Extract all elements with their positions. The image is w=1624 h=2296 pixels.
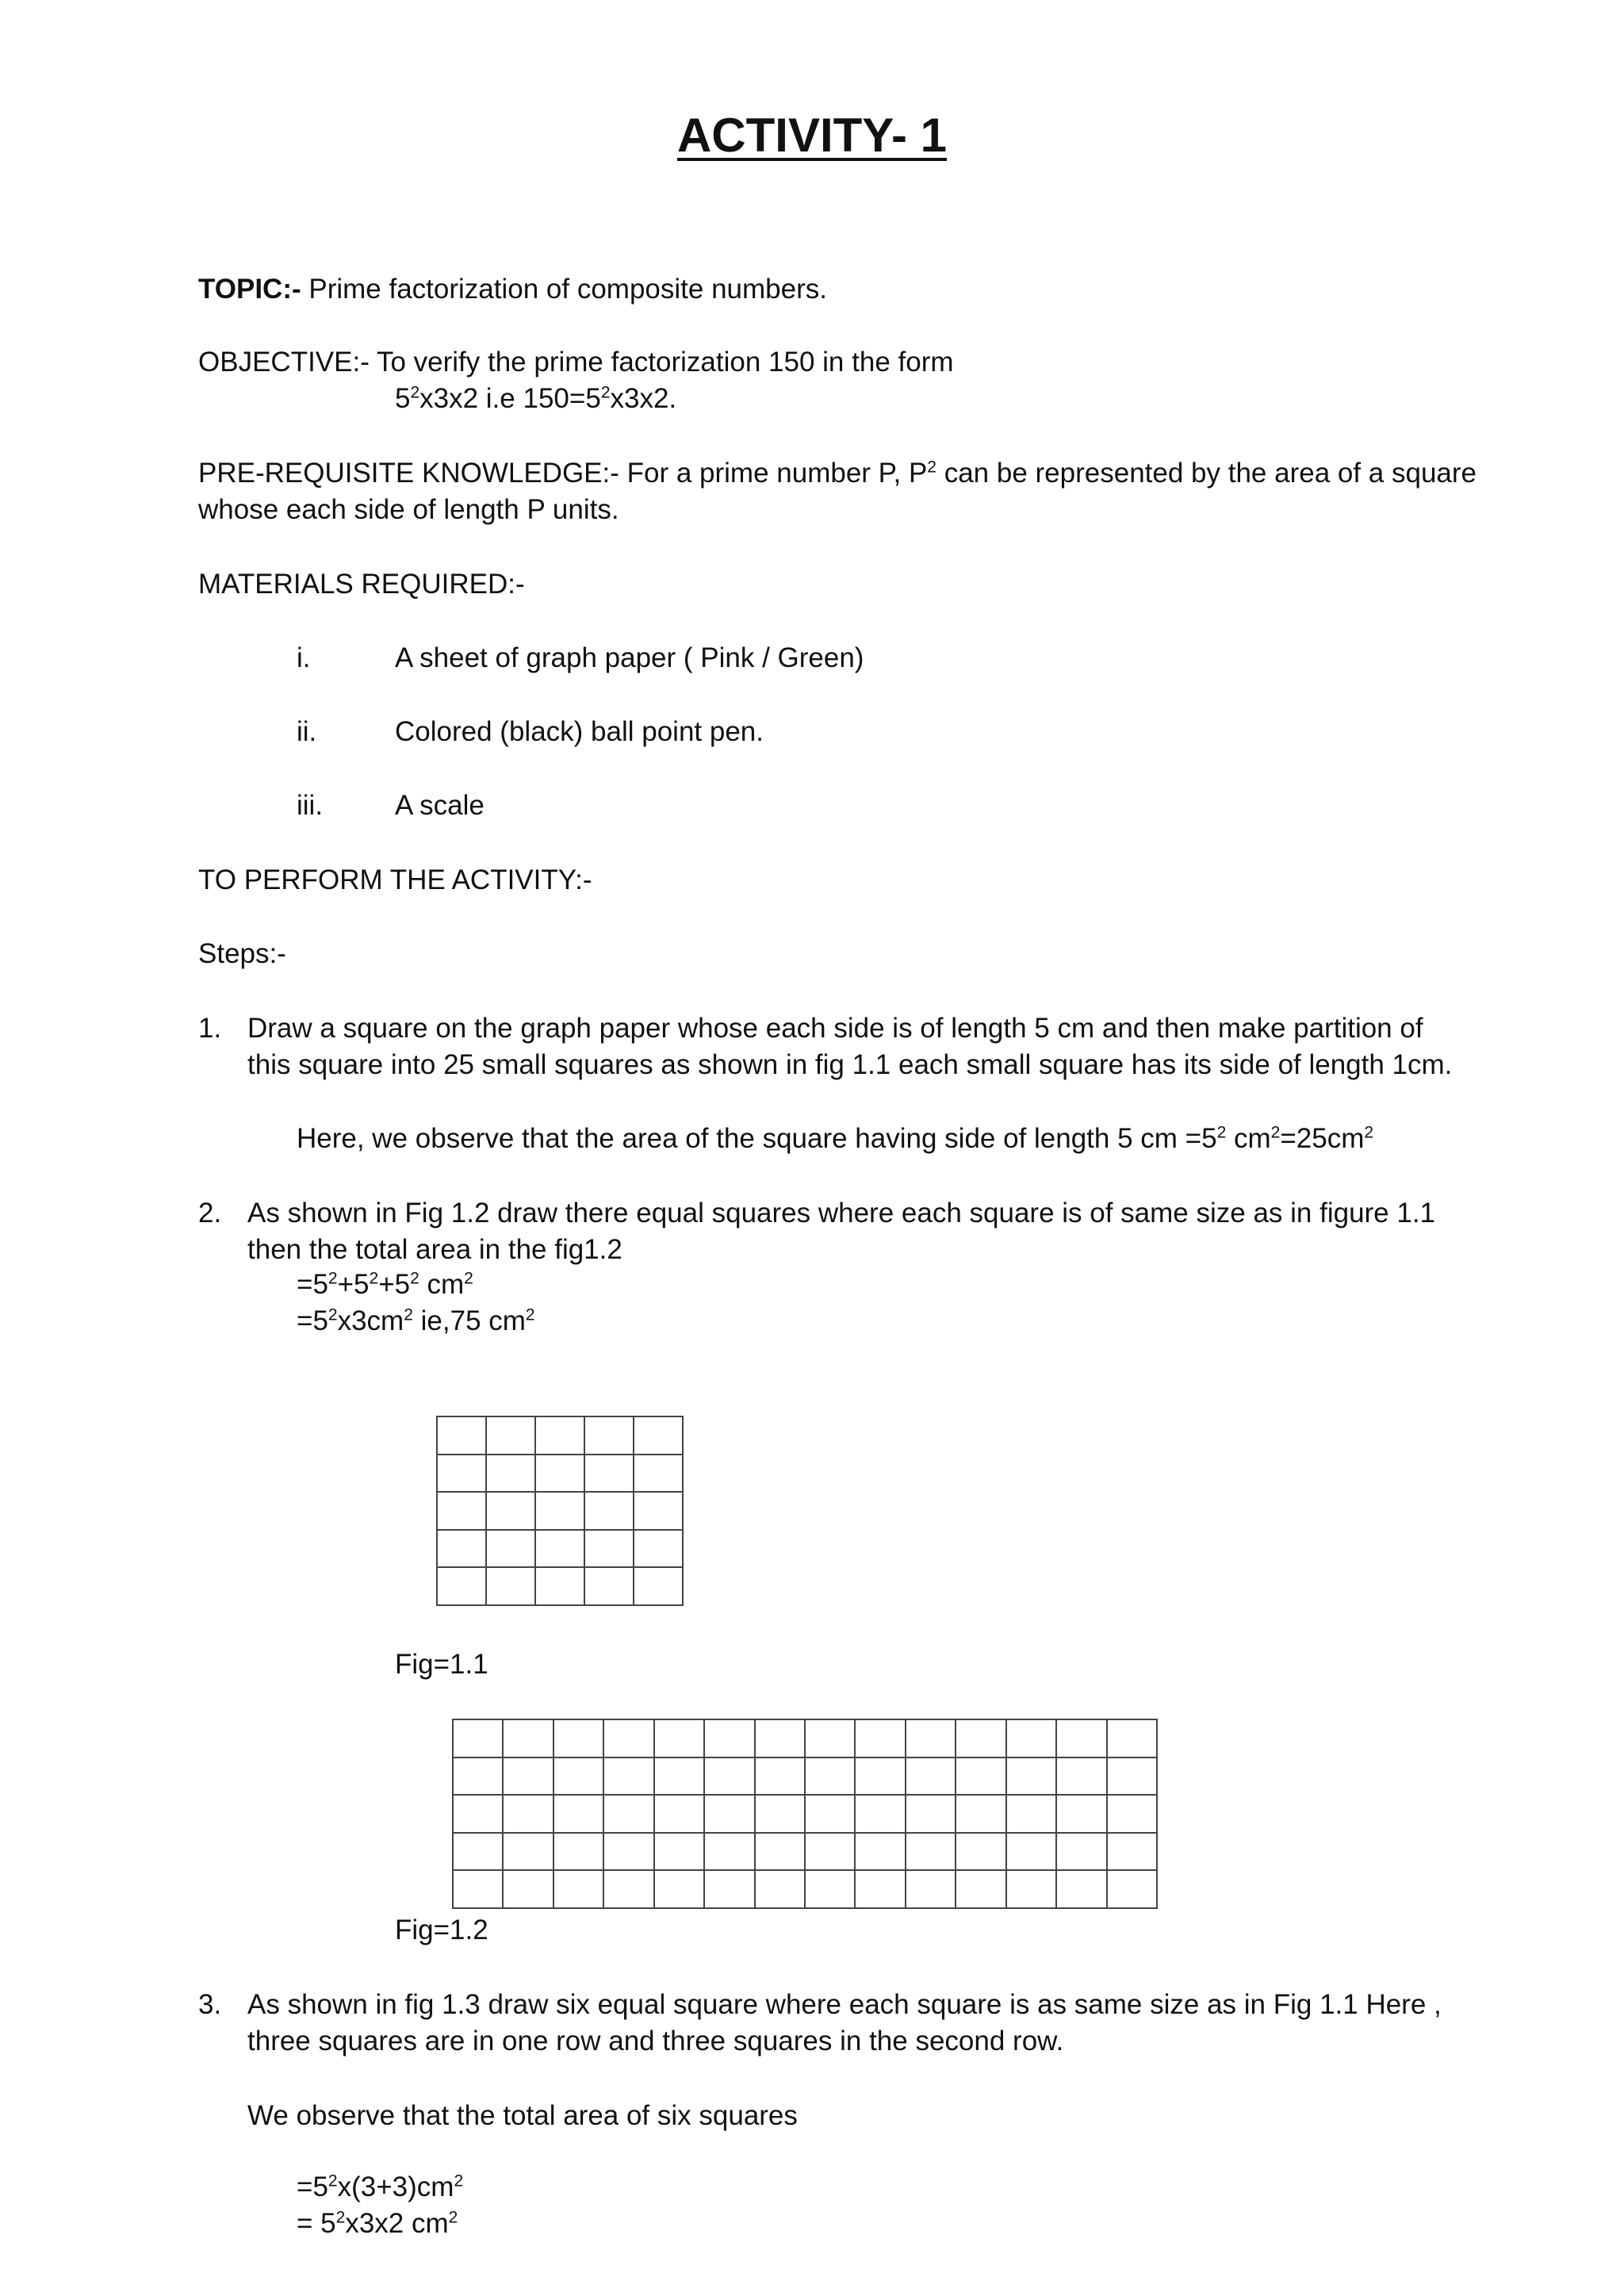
grid-cell [906, 1870, 956, 1908]
grid-cell [553, 1833, 603, 1871]
figure-1-2-grid [452, 1719, 1158, 1909]
page-title: ACTIVITY- 1 [676, 109, 948, 162]
prereq-line2: whose each side of length P units. [198, 494, 619, 525]
obs-text: Here, we observe that the area of the square having side of length 5 cm =5 [297, 1123, 1217, 1154]
grid-cell [704, 1719, 754, 1757]
grid-cell [906, 1719, 956, 1757]
grid-cell [486, 1567, 535, 1605]
grid-cell [603, 1719, 653, 1757]
superscript: 2 [454, 2171, 464, 2191]
grid-cell [805, 1795, 855, 1833]
grid-cell [755, 1757, 805, 1796]
eq-text: = 5 [297, 2208, 336, 2239]
grid-cell [437, 1530, 486, 1568]
eq-text: cm [427, 1269, 465, 1300]
grid-cell [704, 1870, 754, 1908]
steps-heading: Steps:- [198, 938, 286, 969]
grid-cell [503, 1757, 553, 1796]
grid-cell [805, 1870, 855, 1908]
grid-cell [453, 1757, 503, 1796]
objective-line2 [395, 381, 676, 417]
eq-text: +5 [378, 1269, 411, 1300]
grid-cell [805, 1719, 855, 1757]
eq-text: +5 [337, 1269, 370, 1300]
eq-text: ie,75 cm [420, 1305, 526, 1336]
step-number: 2. [198, 1198, 222, 1228]
superscript: 2 [410, 1269, 419, 1288]
eq-text: x(3+3)cm [337, 2171, 454, 2202]
grid-cell [654, 1833, 704, 1871]
grid-cell [1006, 1719, 1056, 1757]
step3-line1: As shown in fig 1.3 draw six equal square where each square is as same size as in Fig 1.1 Here , [247, 1989, 1442, 2020]
material-num: ii. [297, 716, 317, 747]
grid-cell [584, 1416, 634, 1455]
topic-label: TOPIC:- [198, 274, 301, 305]
grid-cell [956, 1757, 1005, 1796]
grid-cell [1056, 1795, 1106, 1833]
grid-cell [755, 1833, 805, 1871]
grid-cell [584, 1492, 634, 1530]
objective-text: x3x2. [610, 383, 677, 414]
grid-cell [956, 1795, 1005, 1833]
grid-cell [654, 1795, 704, 1833]
grid-cell [805, 1757, 855, 1796]
grid-cell [704, 1833, 754, 1871]
grid-cell [956, 1719, 1005, 1757]
grid-cell [1056, 1719, 1106, 1757]
grid-cell [603, 1757, 653, 1796]
superscript: 2 [327, 2171, 338, 2191]
perform-heading: TO PERFORM THE ACTIVITY:- [198, 864, 592, 895]
superscript: 2 [410, 383, 420, 402]
grid-cell [1006, 1795, 1056, 1833]
grid-cell [654, 1757, 704, 1796]
superscript: 2 [327, 1305, 338, 1324]
grid-cell [553, 1719, 603, 1757]
grid-cell [603, 1833, 653, 1871]
grid-cell [654, 1719, 704, 1757]
grid-cell [486, 1416, 535, 1455]
eq-text: =5 [297, 1269, 328, 1300]
grid-cell [584, 1455, 634, 1493]
grid-cell [437, 1455, 486, 1493]
step1-line2: this square into 25 small squares as shown in fig 1.1 each small square has its side of length 1cm. [247, 1049, 1453, 1080]
grid-cell [553, 1795, 603, 1833]
step-number: 3. [198, 1989, 222, 2020]
grid-cell [486, 1455, 535, 1493]
grid-cell [956, 1833, 1005, 1871]
eq-text: x3cm [337, 1305, 404, 1336]
grid-cell [437, 1492, 486, 1530]
superscript: 2 [404, 1305, 413, 1324]
grid-cell [906, 1757, 956, 1796]
grid-cell [654, 1870, 704, 1908]
grid-cell [1107, 1757, 1157, 1796]
step2-equation1 [297, 1267, 473, 1303]
grid-cell [1056, 1757, 1106, 1796]
grid-cell [1056, 1833, 1106, 1871]
grid-cell [855, 1870, 905, 1908]
grid-cell [755, 1870, 805, 1908]
grid-cell [453, 1833, 503, 1871]
step-number: 1. [198, 1013, 222, 1044]
eq-text: =5 [297, 2171, 328, 2202]
superscript: 2 [1216, 1123, 1227, 1142]
step2-line1: As shown in Fig 1.2 draw there equal squares where each square is of same size as in figure 1.1 [247, 1198, 1436, 1228]
grid-cell [553, 1870, 603, 1908]
grid-cell [704, 1795, 754, 1833]
superscript: 2 [369, 1269, 379, 1288]
grid-cell [855, 1719, 905, 1757]
grid-cell [1107, 1870, 1157, 1908]
figure-1-1-grid [436, 1416, 684, 1606]
grid-cell [503, 1870, 553, 1908]
material-num: iii. [297, 790, 324, 821]
grid-cell [453, 1795, 503, 1833]
grid-cell [437, 1416, 486, 1455]
grid-cell [603, 1870, 653, 1908]
grid-cell [535, 1416, 584, 1455]
grid-cell [453, 1870, 503, 1908]
superscript: 2 [600, 383, 611, 402]
material-text: Colored (black) ball point pen. [395, 716, 764, 747]
grid-cell [855, 1795, 905, 1833]
grid-cell [855, 1833, 905, 1871]
grid-cell [634, 1567, 683, 1605]
grid-cell [704, 1757, 754, 1796]
step1-line1: Draw a square on the graph paper whose each side is of length 5 cm and then make partition of [247, 1013, 1423, 1044]
grid-cell [535, 1567, 584, 1605]
grid-cell [1006, 1870, 1056, 1908]
grid-cell [1006, 1757, 1056, 1796]
grid-cell [1006, 1833, 1056, 1871]
prereq-line1 [198, 455, 1477, 492]
grid-cell [503, 1795, 553, 1833]
material-text: A scale [395, 790, 485, 821]
grid-cell [1107, 1795, 1157, 1833]
materials-heading: MATERIALS REQUIRED:- [198, 569, 525, 600]
grid-cell [956, 1870, 1005, 1908]
step3-line2: three squares are in one row and three squares in the second row. [247, 2026, 1064, 2056]
grid-cell [535, 1455, 584, 1493]
grid-cell [634, 1530, 683, 1568]
grid-cell [584, 1567, 634, 1605]
step3-observation: We observe that the total area of six squares [247, 2100, 798, 2131]
grid-cell [1107, 1719, 1157, 1757]
eq-text: =5 [297, 1305, 328, 1336]
step1-observation [297, 1121, 1373, 1157]
grid-cell [1107, 1833, 1157, 1871]
topic-line [198, 271, 827, 308]
grid-cell [634, 1455, 683, 1493]
superscript: 2 [1364, 1123, 1374, 1142]
grid-cell [553, 1757, 603, 1796]
grid-cell [503, 1719, 553, 1757]
grid-cell [1056, 1870, 1106, 1908]
grid-cell [535, 1530, 584, 1568]
step2-line2: then the total area in the fig1.2 [247, 1234, 622, 1265]
obs-text: =25cm [1280, 1123, 1365, 1154]
superscript: 2 [335, 2208, 346, 2227]
superscript: 2 [927, 458, 936, 477]
superscript: 2 [1270, 1123, 1281, 1142]
prereq-text: PRE-REQUISITE KNOWLEDGE:- For a prime number P, P [198, 458, 928, 489]
obs-text: cm [1234, 1123, 1271, 1154]
grid-cell [855, 1757, 905, 1796]
grid-cell [603, 1795, 653, 1833]
grid-cell [906, 1833, 956, 1871]
grid-cell [437, 1567, 486, 1605]
topic-text: Prime factorization of composite numbers. [308, 274, 827, 305]
superscript: 2 [448, 2208, 458, 2227]
grid-cell [906, 1795, 956, 1833]
grid-cell [486, 1492, 535, 1530]
step2-equation2 [297, 1303, 535, 1340]
figure-1-2-label: Fig=1.2 [395, 1915, 488, 1945]
grid-cell [634, 1492, 683, 1530]
figure-1-1-label: Fig=1.1 [395, 1649, 488, 1680]
grid-cell [755, 1795, 805, 1833]
superscript: 2 [525, 1305, 535, 1324]
prereq-text: can be represented by the area of a square [944, 458, 1477, 489]
grid-cell [535, 1492, 584, 1530]
objective-text: x3x2 i.e 150=5 [419, 383, 601, 414]
superscript: 2 [464, 1269, 473, 1288]
step3-equation1 [297, 2169, 463, 2206]
material-text: A sheet of graph paper ( Pink / Green) [395, 642, 864, 673]
grid-cell [486, 1530, 535, 1568]
grid-cell [805, 1833, 855, 1871]
superscript: 2 [327, 1269, 338, 1288]
grid-cell [755, 1719, 805, 1757]
grid-cell [453, 1719, 503, 1757]
objective-line1: OBJECTIVE:- To verify the prime factorization 150 in the form [198, 347, 954, 378]
grid-cell [503, 1833, 553, 1871]
eq-text: x3x2 cm [345, 2208, 449, 2239]
grid-cell [634, 1416, 683, 1455]
grid-cell [584, 1530, 634, 1568]
material-num: i. [297, 642, 311, 673]
objective-text: 5 [395, 383, 411, 414]
step3-equation2 [297, 2206, 458, 2242]
